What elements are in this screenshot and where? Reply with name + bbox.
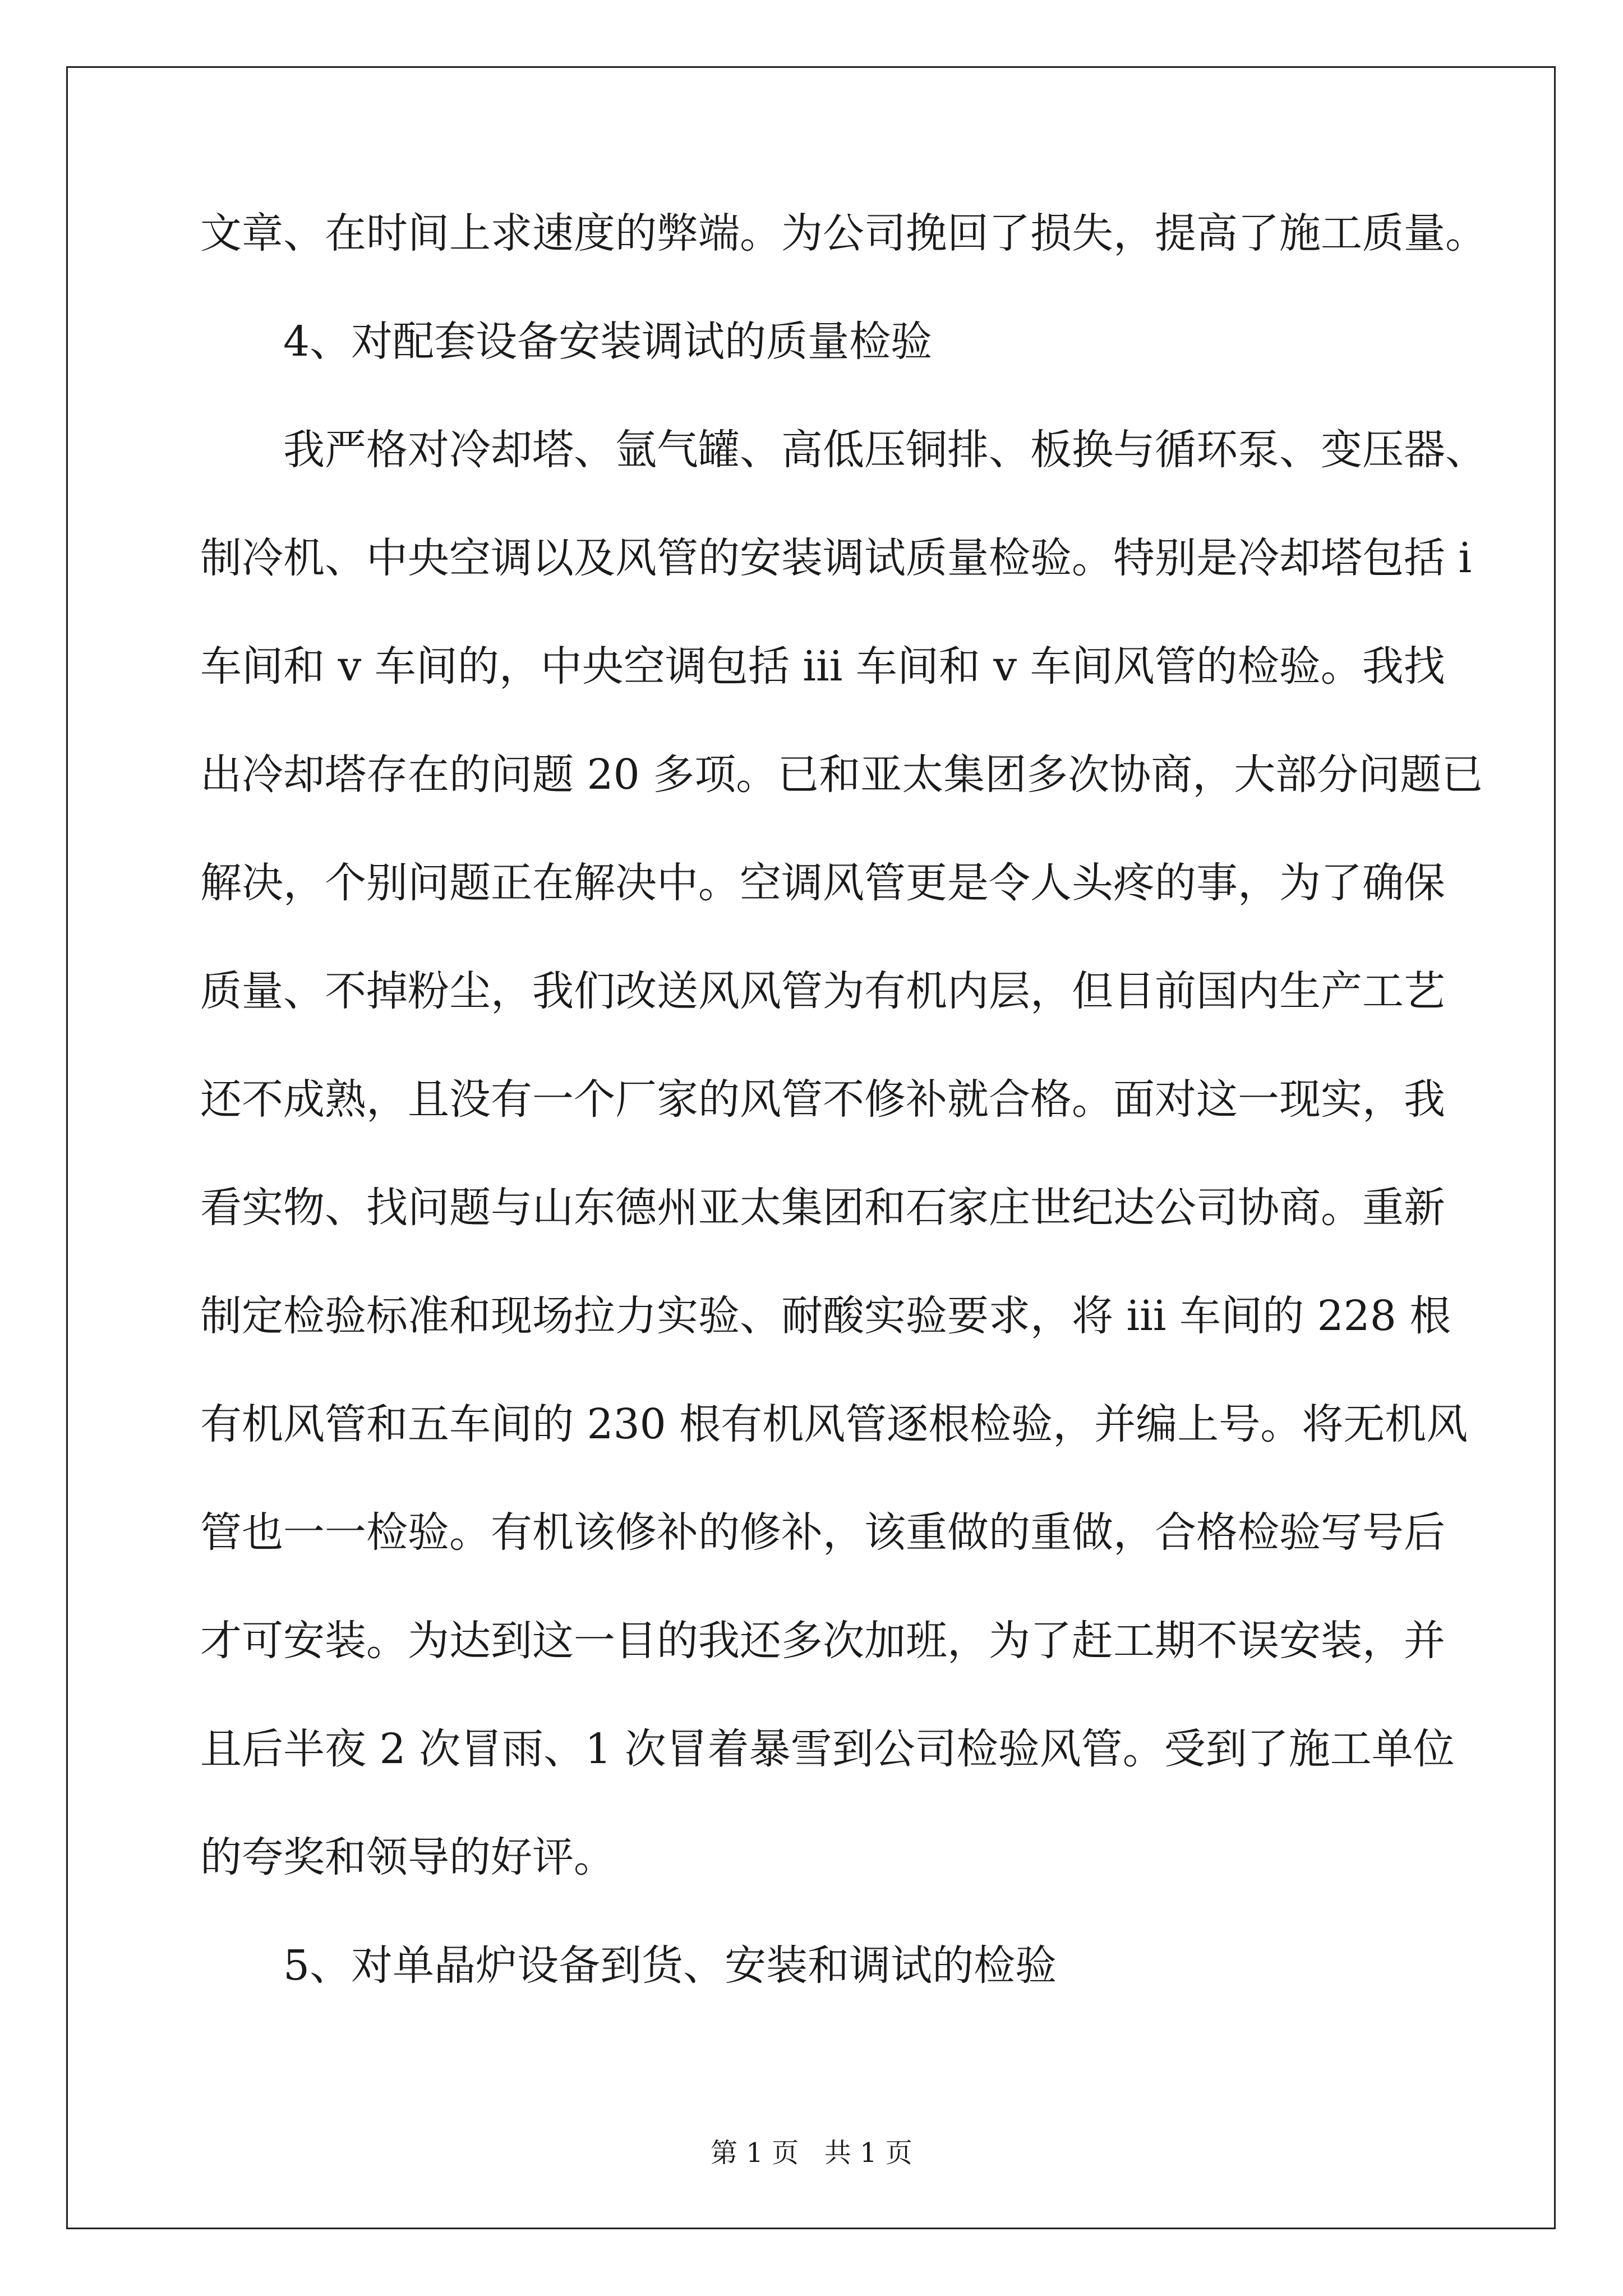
section-heading: 5、对单晶炉设备到货、安装和调试的检验 [283, 1941, 1057, 1990]
paragraph-line: 质量、不掉粉尘，我们改送风风管为有机内层，但目前国内生产工艺 [200, 967, 1445, 1015]
page-footer: 第 1 页 共 1 页 [711, 2137, 912, 2169]
section-heading: 4、对配套设备安装调试的质量检验 [283, 318, 933, 366]
paragraph-line: 管也一一检验。有机该修补的修补，该重做的重做，合格检验写号后 [200, 1508, 1445, 1557]
paragraph-line: 出冷却塔存在的问题 20 多项。已和亚太集团多次协商，大部分问题已 [200, 751, 1483, 799]
paragraph-line: 才可安装。为达到这一目的我还多次加班，为了赶工期不误安装，并 [200, 1617, 1445, 1665]
paragraph-line: 车间和 v 车间的，中央空调包括 iii 车间和 v 车间风管的检验。我找 [200, 642, 1445, 691]
paragraph-line: 解决，个别问题正在解决中。空调风管更是令人头疼的事，为了确保 [200, 859, 1445, 907]
paragraph-line: 我严格对冷却塔、氩气罐、高低压铜排、板换与循环泵、变压器、 [283, 426, 1487, 474]
document-body [200, 208, 1487, 2048]
paragraph-line: 有机风管和五车间的 230 根有机风管逐根检验，并编上号。将无机风 [200, 1400, 1468, 1448]
paragraph-line: 且后半夜 2 次冒雨、1 次冒着暴雪到公司检验风管。受到了施工单位 [200, 1725, 1455, 1773]
paragraph-line: 制冷机、中央空调以及风管的安装调试质量检验。特别是冷却塔包括 i [200, 534, 1472, 582]
paragraph-line: 制定检验标准和现场拉力实验、耐酸实验要求，将 iii 车间的 228 根 [200, 1292, 1451, 1340]
paragraph-line: 看实物、找问题与山东德州亚太集团和石家庄世纪达公司协商。重新 [200, 1184, 1445, 1232]
paragraph-line: 还不成熟，且没有一个厂家的风管不修补就合格。面对这一现实，我 [200, 1075, 1445, 1124]
paragraph-line: 文章、在时间上求速度的弊端。为公司挽回了损失，提高了施工质量。 [200, 209, 1487, 257]
paragraph-line: 的夸奖和领导的好评。 [200, 1833, 615, 1881]
